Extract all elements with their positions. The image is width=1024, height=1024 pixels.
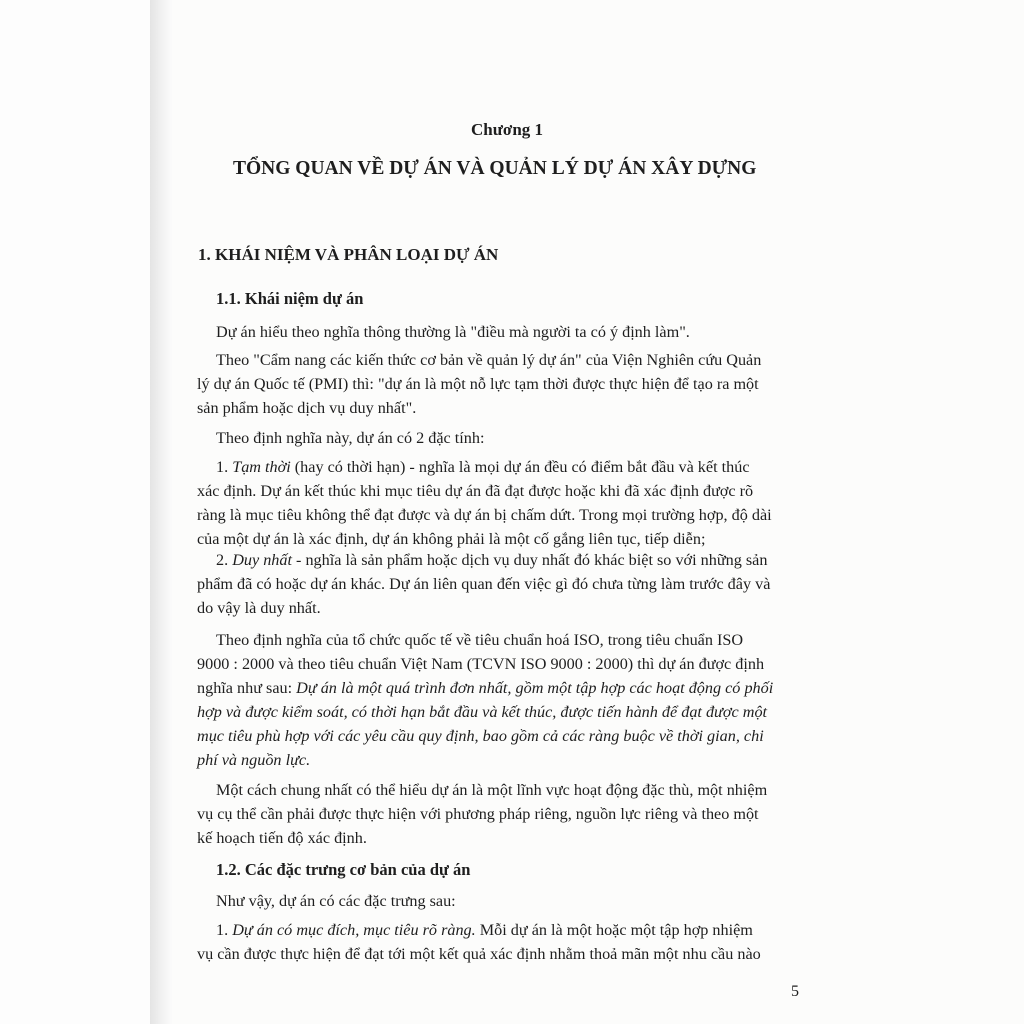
line-rest: Mỗi dự án là một hoặc một tập hợp nhiệm (475, 921, 753, 939)
paragraph-7-line-2: vụ cụ thể cần phải được thực hiện với phương pháp riêng, nguồn lực riêng và theo một (197, 805, 759, 823)
page-number: 5 (791, 983, 799, 1000)
list-number: 2. (216, 551, 233, 569)
list-number: 1. (216, 921, 233, 939)
paragraph-4-line-2: xác định. Dự án kết thúc khi mục tiêu dự án đã đạt được hoặc khi đã xác định được rõ (197, 482, 754, 500)
paragraph-6-line-6 (197, 748, 310, 772)
paragraph-2-line-3: sản phẩm hoặc dịch vụ duy nhất". (197, 399, 417, 417)
paragraph-5-line-1 (216, 548, 767, 572)
paragraph-3: Theo định nghĩa này, dự án có 2 đặc tính: (216, 429, 485, 447)
definition-italic: hợp và được kiểm soát, có thời hạn bắt đầu và kết thúc, được tiến hành để đạt được một (197, 703, 768, 721)
paragraph-7-line-3: kế hoạch tiến độ xác định. (197, 829, 367, 847)
paragraph-8: Như vậy, dự án có các đặc trưng sau: (216, 892, 456, 910)
paragraph-7-line-1: Một cách chung nhất có thể hiểu dự án là một lĩnh vực hoạt động đặc thù, một nhiệm (216, 781, 768, 799)
paragraph-6-line-3 (197, 676, 773, 700)
definition-italic: Dự án là một quá trình đơn nhất, gồm một tập hợp các hoạt động có phối (296, 679, 774, 697)
paragraph-6-line-2: 9000 : 2000 và theo tiêu chuẩn Việt Nam (TCVN ISO 9000 : 2000) thì dự án được định (197, 655, 765, 673)
line-plain: nghĩa như sau: (197, 679, 297, 697)
paragraph-2-line-2: lý dự án Quốc tế (PMI) thì: "dự án là một nỗ lực tạm thời được thực hiện để tạo ra một (197, 375, 759, 393)
book-spine-shadow (150, 0, 172, 1024)
definition-italic: mục tiêu phù hợp với các yêu cầu quy định, bao gồm cả các ràng buộc về thời gian, chi (197, 727, 764, 745)
line-rest: - nghĩa là sản phẩm hoặc dịch vụ duy nhất đó khác biệt so với những sản (291, 551, 768, 569)
paragraph-6-line-5 (197, 724, 764, 748)
paragraph-4-line-1 (216, 455, 750, 479)
term-duy-nhat: Duy nhất (232, 551, 292, 569)
section-heading: 1. KHÁI NIỆM VÀ PHÂN LOẠI DỰ ÁN (198, 245, 499, 264)
paragraph-9-line-1 (216, 918, 753, 942)
paragraph-2-line-1: Theo "Cẩm nang các kiến thức cơ bản về quản lý dự án" của Viện Nghiên cứu Quản (216, 351, 762, 369)
paragraph-9-line-2: vụ cần được thực hiện để đạt tới một kết quả xác định nhằm thoả mãn một nhu cầu nào (197, 945, 761, 963)
line-rest: (hay có thời hạn) - nghĩa là mọi dự án đều có điểm bắt đầu và kết thúc (290, 458, 750, 476)
paragraph-4-line-4: của một dự án là xác định, dự án không phải là một cố gắng liên tục, tiếp diễn; (197, 530, 706, 548)
list-number: 1. (216, 458, 233, 476)
definition-italic: phí và nguồn lực. (197, 751, 311, 769)
paragraph-1: Dự án hiểu theo nghĩa thông thường là "điều mà người ta có ý định làm". (216, 323, 690, 341)
subsection-heading-1-2: 1.2. Các đặc trưng cơ bản của dự án (216, 860, 471, 879)
subsection-heading-1-1: 1.1. Khái niệm dự án (216, 289, 364, 308)
paragraph-4-line-3: ràng là mục tiêu không thể đạt được và dự án bị chấm dứt. Trong mọi trường hợp, độ dài (197, 506, 772, 524)
chapter-title: TỔNG QUAN VỀ DỰ ÁN VÀ QUẢN LÝ DỰ ÁN XÂY DỰNG (233, 158, 757, 179)
term-muc-tieu: Dự án có mục đích, mục tiêu rõ ràng. (232, 921, 476, 939)
paragraph-6-line-1: Theo định nghĩa của tổ chức quốc tế về tiêu chuẩn hoá ISO, trong tiêu chuẩn ISO (216, 631, 744, 649)
paragraph-5-line-2: phẩm đã có hoặc dự án khác. Dự án liên quan đến việc gì đó chưa từng làm trước đây và (197, 575, 771, 593)
term-tam-thoi: Tạm thời (232, 458, 291, 476)
paragraph-5-line-3: do vậy là duy nhất. (197, 599, 321, 617)
paragraph-6-line-4 (197, 700, 767, 724)
chapter-label: Chương 1 (471, 120, 544, 139)
